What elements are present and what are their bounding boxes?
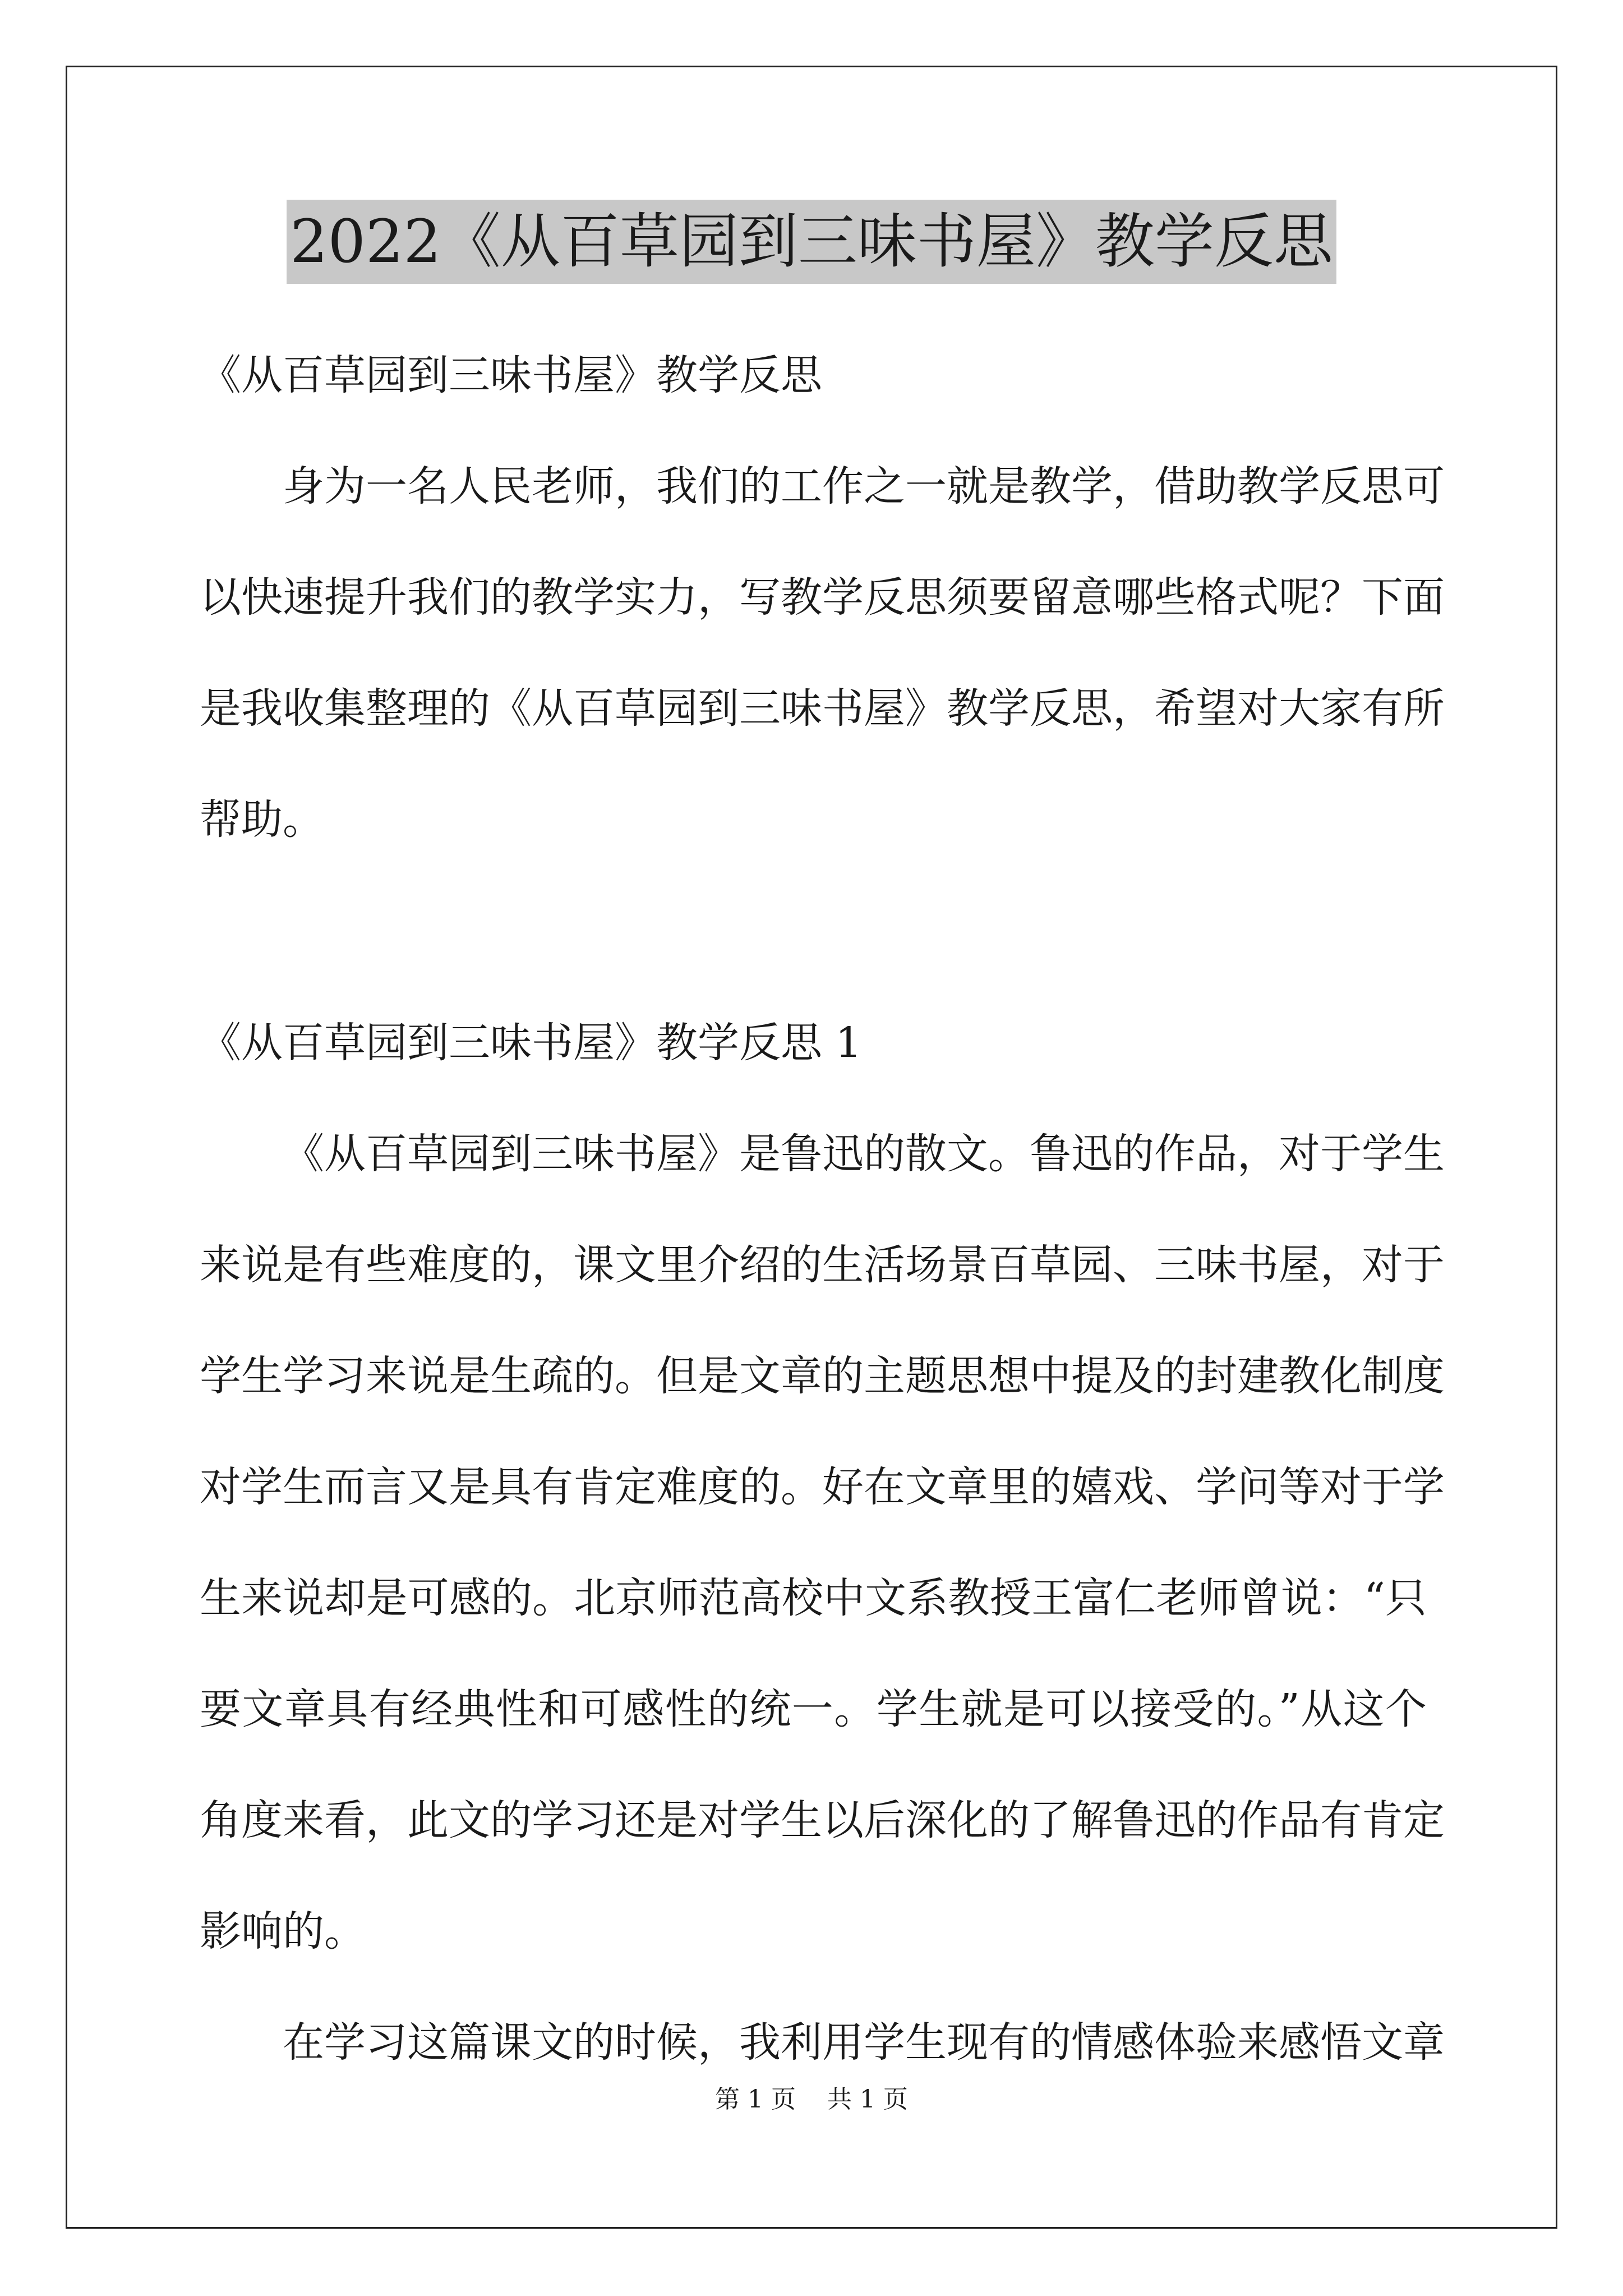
paragraph-1 <box>200 1098 1445 1987</box>
text-line: 帮助。 <box>200 795 324 844</box>
text-line: 对学生而言又是具有肯定难度的。好在文章里的嬉戏、学问等对于学 <box>200 1463 1445 1511</box>
paragraph-gap <box>200 875 1427 987</box>
text-line: 学生学习来说是生疏的。但是文章的主题思想中提及的封建教化制度 <box>200 1352 1445 1400</box>
document-body <box>200 320 1445 2098</box>
title-container <box>0 200 1623 284</box>
text-line: 在学习这篇课文的时候，我利用学生现有的情感体验来感悟文章 <box>283 2018 1445 2067</box>
intro-paragraph <box>200 431 1445 875</box>
text-line: 要文章具有经典性和可感性的统一。学生就是可以接受的。”从这个 <box>200 1685 1427 1733</box>
text-line: 以快速提升我们的教学实力，写教学反思须要留意哪些格式呢？下面 <box>200 573 1445 622</box>
text-line: 是我收集整理的《从百草园到三味书屋》教学反思，希望对大家有所 <box>200 684 1445 733</box>
section-heading: 《从百草园到三味书屋》教学反思 1 <box>200 1019 862 1067</box>
text-line: 影响的。 <box>200 1907 366 1955</box>
document-title: 2022《从百草园到三味书屋》教学反思 <box>287 200 1336 284</box>
text-line: 《从百草园到三味书屋》是鲁迅的散文。鲁迅的作品，对于学生 <box>283 1130 1445 1178</box>
document-subtitle: 《从百草园到三味书屋》教学反思 <box>200 351 822 399</box>
page-footer: 第 1 页 共 1 页 <box>715 2085 908 2114</box>
text-line: 角度来看，此文的学习还是对学生以后深化的了解鲁迅的作品有肯定 <box>200 1796 1445 1844</box>
text-line: 生来说却是可感的。北京师范高校中文系教授王富仁老师曾说：“只 <box>200 1574 1427 1622</box>
paragraph-2 <box>200 1987 1445 2098</box>
text-line: 来说是有些难度的，课文里介绍的生活场景百草园、三味书屋，对于 <box>200 1241 1445 1289</box>
text-line: 身为一名人民老师，我们的工作之一就是教学，借助教学反思可 <box>283 462 1445 510</box>
